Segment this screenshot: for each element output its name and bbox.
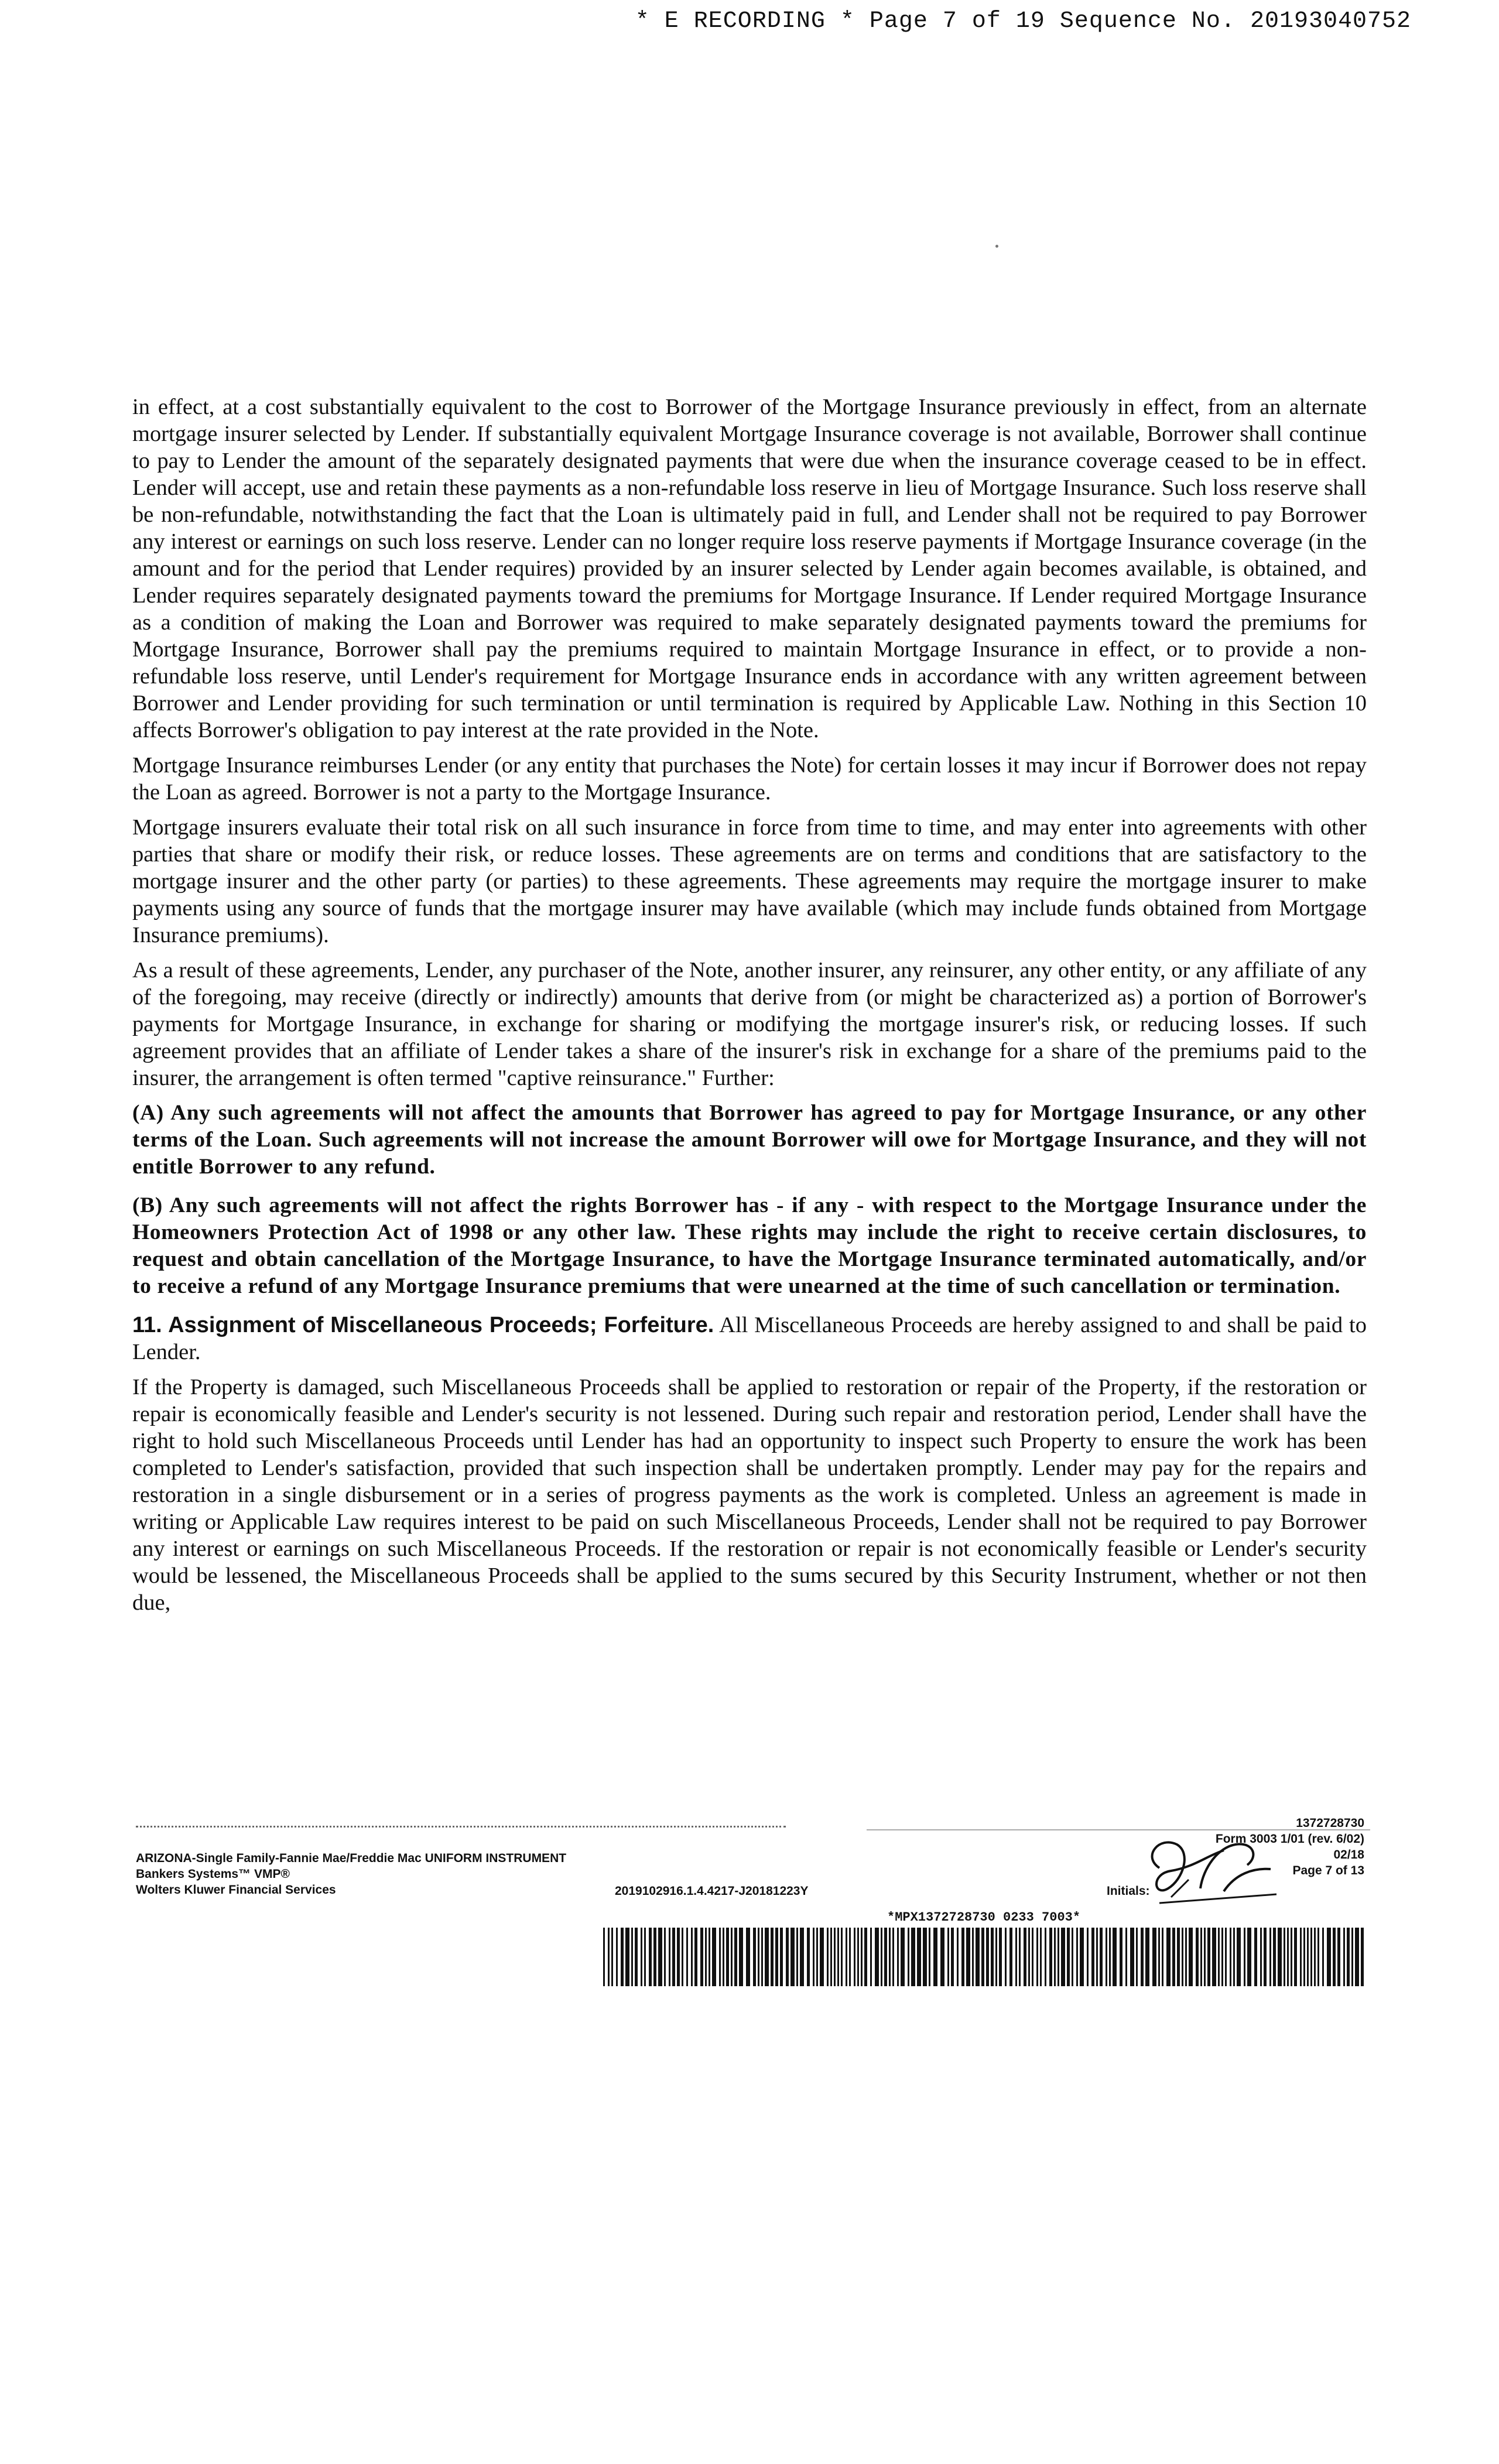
barcode-bar bbox=[923, 1928, 927, 1986]
paragraph-mortgage-insurers-evaluate: Mortgage insurers evaluate their total risk on all such insurance in force from time to time, and may enter into agreements with other parties that share or modify their risk, or reduce losses. These agreements are on terms and conditions that are satisfactory to the mortgage insurer and the other party (or parties) to these agreements. These agreements may require the mortgage insurer to make payments using any source of funds that the mortgage insurer may have available (which may include funds obtained from Mortgage Insurance premiums). bbox=[132, 815, 1367, 947]
barcode-bar bbox=[1269, 1928, 1271, 1986]
barcode-bar bbox=[1158, 1928, 1160, 1986]
barcode-bar bbox=[1162, 1928, 1163, 1986]
barcode-bar bbox=[820, 1928, 824, 1986]
document-code: 2019102916.1.4.4217-J20181223Y bbox=[615, 1884, 809, 1898]
barcode-bar bbox=[775, 1928, 778, 1986]
form-publisher: Wolters Kluwer Financial Services bbox=[136, 1883, 336, 1897]
barcode-bar bbox=[1136, 1928, 1138, 1986]
barcode-bar bbox=[1024, 1928, 1026, 1986]
barcode-bar bbox=[1278, 1928, 1282, 1986]
page-label: Page 7 of 13 bbox=[1292, 1864, 1364, 1877]
form-vendor: Bankers Systems™ VMP® bbox=[136, 1867, 290, 1881]
section-11 bbox=[132, 1312, 1367, 1366]
barcode-bar bbox=[611, 1928, 613, 1986]
barcode-bar bbox=[1091, 1928, 1094, 1986]
barcode-bar bbox=[1049, 1928, 1052, 1986]
barcode-bar bbox=[1080, 1928, 1084, 1986]
barcode-bar bbox=[1347, 1928, 1350, 1986]
initials-label: Initials: bbox=[1107, 1884, 1150, 1898]
barcode-bar bbox=[677, 1928, 680, 1986]
barcode bbox=[603, 1928, 1367, 1986]
barcode-bar bbox=[723, 1928, 724, 1986]
barcode-bar bbox=[892, 1928, 894, 1986]
barcode-bar bbox=[981, 1928, 984, 1986]
barcode-bar bbox=[1067, 1928, 1070, 1986]
barcode-bar bbox=[761, 1928, 763, 1986]
barcode-bar bbox=[1273, 1928, 1276, 1986]
barcode-bar bbox=[972, 1928, 974, 1986]
barcode-bar bbox=[1087, 1928, 1089, 1986]
barcode-bar bbox=[1264, 1928, 1267, 1986]
barcode-bar bbox=[1185, 1928, 1187, 1986]
barcode-bar bbox=[691, 1928, 693, 1986]
barcode-bar bbox=[908, 1928, 909, 1986]
barcode-bar bbox=[682, 1928, 683, 1986]
barcode-bar bbox=[1355, 1928, 1359, 1986]
barcode-bar bbox=[901, 1928, 905, 1986]
barcode-bar bbox=[1244, 1928, 1245, 1986]
barcode-bar bbox=[827, 1928, 829, 1986]
paragraph-clause-a: (A) Any such agreements will not affect the amounts that Borrower has agreed to pay for Mortgage Insurance, or any other terms of the Loan. Such agreements will not increase the amount Borrower will owe for Mortgage Insurance, and they will not entitle Borrower to any refund. bbox=[132, 1101, 1367, 1179]
barcode-bar bbox=[734, 1928, 737, 1986]
section-11-text: All Miscellaneous Proceeds are hereby assigned to and shall be paid to Lender. bbox=[132, 1313, 1367, 1364]
paragraph-mortgage-insurance-continued: in effect, at a cost substantially equivalent to the cost to Borrower of the Mortgage Insurance previously in effect, from an alternate mortgage insurer selected by Lender. If substantially equivalent Mortgage Insurance coverage is not available, Borrower shall continue to pay to Lender the amount of the separately designated payments that were due when the insurance coverage ceased to be in effect. Lender will accept, use and retain these payments as a non-refundable loss reserve in lieu of Mortgage Insurance. Such loss reserve shall be non-refundable, notwithstanding the fact that the Loan is ultimately paid in full, and Lender shall not be required to pay Borrower any interest or earnings on such loss reserve. Lender can no longer require loss reserve payments if Mortgage Insurance coverage (in the amount and for the period that Lender requires) provided by an insurer selected by Lender again becomes available, is obtained, and Lender requires separately designated payments toward the premiums for Mortgage Insurance. If Lender required Mortgage Insurance as a condition of making the Loan and Borrower was required to make separately designated payments toward the premiums for Mortgage Insurance, Borrower shall pay the premiums required to maintain Mortgage Insurance in effect, or to provide a non-refundable loss reserve, until Lender's requirement for Mortgage Insurance ends in accordance with any written agreement between Borrower and Lender providing for such termination or until termination is required by Applicable Law. Nothing in this Section 10 affects Borrower's obligation to pay interest at the rate provided in the Note. bbox=[132, 395, 1367, 742]
barcode-bar bbox=[889, 1928, 891, 1986]
barcode-bar bbox=[641, 1928, 642, 1986]
barcode-bar bbox=[705, 1928, 707, 1986]
barcode-bar bbox=[1045, 1928, 1046, 1986]
barcode-bar bbox=[881, 1928, 882, 1986]
barcode-bar bbox=[712, 1928, 716, 1986]
barcode-bar bbox=[1113, 1928, 1117, 1986]
barcode-bar bbox=[1106, 1928, 1107, 1986]
barcode-bar bbox=[1343, 1928, 1345, 1986]
barcode-bar bbox=[846, 1928, 847, 1986]
paragraph-clause-b: (B) Any such agreements will not affect the rights Borrower has - if any - with respect to the Mortgage Insurance under the Homeowners Protection Act of 1998 or any other law. These rights may include the right to receive certain disclosures, to request and obtain cancellation of the Mortgage Insurance, to have the Mortgage Insurance terminated automatically, and/or to receive a refund of any Mortgage Insurance premiums that were unearned at the time of such cancellation or termination. bbox=[132, 1193, 1367, 1298]
barcode-bar bbox=[653, 1928, 656, 1986]
barcode-bar bbox=[1005, 1928, 1007, 1986]
barcode-bar bbox=[1019, 1928, 1021, 1986]
barcode-bar bbox=[1310, 1928, 1312, 1986]
barcode-bar bbox=[816, 1928, 818, 1986]
barcode-bar bbox=[1036, 1928, 1038, 1986]
barcode-bar bbox=[897, 1928, 899, 1986]
barcode-bar bbox=[1145, 1928, 1149, 1986]
barcode-bar bbox=[1307, 1928, 1309, 1986]
barcode-bar bbox=[616, 1928, 618, 1986]
barcode-bar bbox=[1177, 1928, 1180, 1986]
barcode-bar bbox=[861, 1928, 863, 1986]
barcode-bar bbox=[753, 1928, 756, 1986]
barcode-bar bbox=[830, 1928, 832, 1986]
barcode-bar bbox=[807, 1928, 810, 1986]
barcode-bar bbox=[1230, 1928, 1231, 1986]
barcode-bar bbox=[813, 1928, 814, 1986]
barcode-bar bbox=[1291, 1928, 1292, 1986]
barcode-bar bbox=[1247, 1928, 1251, 1986]
barcode-bar bbox=[686, 1928, 688, 1986]
barcode-bar bbox=[1237, 1928, 1241, 1986]
barcode-bar bbox=[700, 1928, 703, 1986]
barcode-bar bbox=[841, 1928, 843, 1986]
barcode-bar bbox=[849, 1928, 851, 1986]
barcode-bar bbox=[1218, 1928, 1220, 1986]
barcode-bar bbox=[1009, 1928, 1012, 1986]
barcode-bar bbox=[1130, 1928, 1134, 1986]
barcode-bar bbox=[1054, 1928, 1056, 1986]
barcode-bar bbox=[672, 1928, 675, 1986]
barcode-bar bbox=[631, 1928, 633, 1986]
barcode-bar bbox=[929, 1928, 930, 1986]
barcode-bar bbox=[1125, 1928, 1127, 1986]
barcode-bar bbox=[1166, 1928, 1171, 1986]
barcode-bar bbox=[834, 1928, 836, 1986]
paragraph-property-damaged: If the Property is damaged, such Miscellaneous Proceeds shall be applied to restoration or repair of the Property, if the restoration or repair is economically feasible and Lender's security is not lessened. During such repair and restoration period, Lender shall have the right to hold such Miscellaneous Proceeds until Lender has had an opportunity to inspect such Property to ensure the work has been completed to Lender's satisfaction, provided that such inspection shall be undertaken promptly. Lender may pay for the repairs and restoration in a single disbursement or in a series of progress payments as the work is completed. Unless an agreement is made in writing or Applicable Law requires interest to be paid on such Miscellaneous Proceeds, Lender shall not be required to pay Borrower any interest or earnings on such Miscellaneous Proceeds. If the restoration or repair is not economically feasible or Lender's security would be lessened, the Miscellaneous Proceeds shall be applied to the sums secured by this Security Instrument, whether or not then due, bbox=[132, 1375, 1367, 1615]
paragraph-mortgage-insurance-reimburses: Mortgage Insurance reimburses Lender (or any entity that purchases the Note) for certain losses it may incur if Borrower does not repay the Loan as agreed. Borrower is not a party to the Mortgage Insurance. bbox=[132, 753, 1367, 805]
barcode-bar bbox=[961, 1928, 964, 1986]
barcode-bar bbox=[1152, 1928, 1156, 1986]
barcode-bar bbox=[1096, 1928, 1098, 1986]
barcode-bar bbox=[694, 1928, 697, 1986]
barcode-bar bbox=[976, 1928, 980, 1986]
barcode-bar bbox=[854, 1928, 855, 1986]
barcode-bar bbox=[771, 1928, 774, 1986]
barcode-bar bbox=[875, 1928, 879, 1986]
barcode-bar bbox=[911, 1928, 915, 1986]
barcode-bar bbox=[1212, 1928, 1216, 1986]
form-date: 02/18 bbox=[1333, 1848, 1364, 1861]
barcode-bar bbox=[709, 1928, 710, 1986]
barcode-bar bbox=[786, 1928, 789, 1986]
barcode-bar bbox=[635, 1928, 638, 1986]
barcode-bar bbox=[758, 1928, 759, 1986]
barcode-bar bbox=[1072, 1928, 1073, 1986]
barcode-bar bbox=[1172, 1928, 1175, 1986]
barcode-bar bbox=[1221, 1928, 1223, 1986]
barcode-bar bbox=[999, 1928, 1002, 1986]
barcode-bar bbox=[765, 1928, 769, 1986]
barcode-bar bbox=[1100, 1928, 1103, 1986]
barcode-bar bbox=[658, 1928, 662, 1986]
barcode-bar bbox=[1300, 1928, 1302, 1986]
barcode-bar bbox=[1120, 1928, 1122, 1986]
barcode-bar bbox=[746, 1928, 750, 1986]
barcode-bar bbox=[664, 1928, 666, 1986]
stray-mark bbox=[995, 245, 998, 248]
barcode-bar bbox=[1141, 1928, 1144, 1986]
barcode-bar bbox=[1260, 1928, 1262, 1986]
barcode-bar bbox=[669, 1928, 670, 1986]
barcode-bar bbox=[1028, 1928, 1030, 1986]
barcode-bar bbox=[1254, 1928, 1257, 1986]
barcode-bar bbox=[608, 1928, 610, 1986]
loan-number: 1372728730 bbox=[1296, 1816, 1364, 1830]
barcode-bar bbox=[1032, 1928, 1033, 1986]
barcode-bar bbox=[1182, 1928, 1183, 1986]
barcode-bar bbox=[1076, 1928, 1078, 1986]
barcode-bar bbox=[1040, 1928, 1042, 1986]
barcode-bar bbox=[1200, 1928, 1202, 1986]
barcode-bar bbox=[986, 1928, 989, 1986]
barcode-bar bbox=[780, 1928, 783, 1986]
barcode-bar bbox=[864, 1928, 867, 1986]
form-number: Form 3003 1/01 (rev. 6/02) bbox=[1215, 1832, 1364, 1846]
barcode-bar bbox=[1207, 1928, 1210, 1986]
barcode-bar bbox=[644, 1928, 646, 1986]
barcode-bar bbox=[739, 1928, 743, 1986]
barcode-bar bbox=[1327, 1928, 1331, 1986]
barcode-bar bbox=[800, 1928, 804, 1986]
barcode-bar bbox=[719, 1928, 721, 1986]
barcode-bar bbox=[1284, 1928, 1285, 1986]
barcode-bar bbox=[947, 1928, 949, 1986]
paragraph-captive-reinsurance: As a result of these agreements, Lender, any purchaser of the Note, another insurer, any reinsurer, any other entity, or any affiliate of any of the foregoing, may receive (directly or indirectly) amounts that derive from (or might be characterized as) a portion of Borrower's payments for Mortgage Insurance, in exchange for sharing or modifying the mortgage insurer's risk, or reducing losses. If such agreement provides that an affiliate of Lender takes a share of the insurer's risk in exchange for a share of the premiums paid to the insurer, the arrangement is often termed "captive reinsurance." Further: bbox=[132, 958, 1367, 1090]
barcode-bar bbox=[1333, 1928, 1336, 1986]
barcode-bar bbox=[991, 1928, 994, 1986]
barcode-bar bbox=[790, 1928, 795, 1986]
barcode-bar bbox=[966, 1928, 970, 1986]
barcode-bar bbox=[1015, 1928, 1017, 1986]
barcode-bar bbox=[796, 1928, 798, 1986]
barcode-bar bbox=[1317, 1928, 1319, 1986]
barcode-bar bbox=[933, 1928, 937, 1986]
barcode-bar bbox=[1109, 1928, 1111, 1986]
initials-signature bbox=[1136, 1833, 1288, 1909]
form-title: ARIZONA-Single Family-Fannie Mae/Freddie Mac UNIFORM INSTRUMENT bbox=[136, 1852, 567, 1865]
barcode-bar bbox=[857, 1928, 859, 1986]
barcode-bar bbox=[837, 1928, 839, 1986]
barcode-bar bbox=[1351, 1928, 1353, 1986]
barcode-bar bbox=[957, 1928, 959, 1986]
barcode-bar bbox=[1057, 1928, 1059, 1986]
barcode-bar bbox=[1337, 1928, 1340, 1986]
barcode-bar bbox=[1233, 1928, 1235, 1986]
barcode-bar bbox=[1225, 1928, 1227, 1986]
document-body bbox=[132, 393, 1367, 1624]
barcode-bar bbox=[995, 1928, 997, 1986]
barcode-bar bbox=[1322, 1928, 1324, 1986]
form-identification bbox=[136, 1850, 566, 1898]
barcode-bar bbox=[649, 1928, 652, 1986]
barcode-bar bbox=[1303, 1928, 1305, 1986]
barcode-bar bbox=[1196, 1928, 1199, 1986]
barcode-bar bbox=[1294, 1928, 1297, 1986]
barcode-bar bbox=[884, 1928, 887, 1986]
barcode-bar bbox=[1361, 1928, 1364, 1986]
barcode-bar bbox=[951, 1928, 954, 1986]
barcode-bar bbox=[726, 1928, 729, 1986]
barcode-bar bbox=[731, 1928, 733, 1986]
barcode-bar bbox=[625, 1928, 629, 1986]
barcode-bar bbox=[1061, 1928, 1065, 1986]
recording-header: * E RECORDING * Page 7 of 19 Sequence No. 20193040752 bbox=[635, 8, 1411, 35]
barcode-bar bbox=[1314, 1928, 1316, 1986]
barcode-bar bbox=[603, 1928, 605, 1986]
barcode-bar bbox=[917, 1928, 921, 1986]
barcode-bar bbox=[1204, 1928, 1206, 1986]
footer-rule bbox=[136, 1826, 786, 1828]
barcode-bar bbox=[1189, 1928, 1193, 1986]
barcode-bar bbox=[621, 1928, 624, 1986]
barcode-bar bbox=[940, 1928, 944, 1986]
barcode-caption: *MPX1372728730 0233 7003* bbox=[887, 1910, 1081, 1925]
section-11-heading: 11. Assignment of Miscellaneous Proceeds; Forfeiture. bbox=[132, 1313, 714, 1337]
barcode-bar bbox=[870, 1928, 872, 1986]
barcode-bar bbox=[1287, 1928, 1289, 1986]
